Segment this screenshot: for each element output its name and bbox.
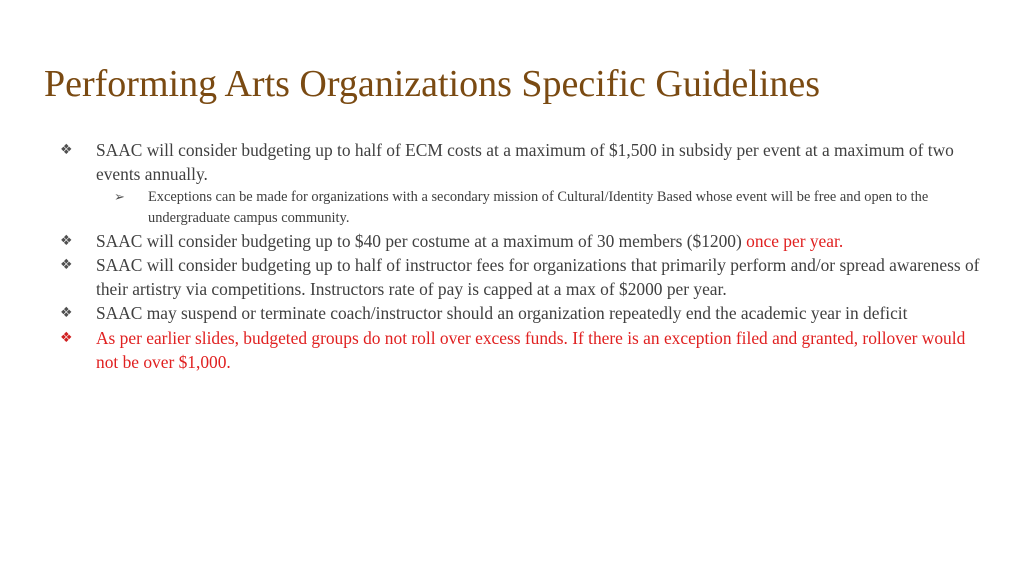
diamond-bullet-icon: ❖ <box>60 305 73 322</box>
bullet-item <box>60 253 990 302</box>
bullet-text: As per earlier slides, budgeted groups do not roll over excess funds. If there is an exception filed and granted, rollover would not be over $1,000. <box>96 327 966 373</box>
bullet-item <box>60 138 990 187</box>
bullet-text: SAAC will consider budgeting up to $40 per costume at a maximum of 30 members ($1200) <box>96 230 742 251</box>
slide-title: Performing Arts Organizations Specific Guidelines <box>44 63 821 105</box>
bullet-item <box>60 229 990 253</box>
bullet-item <box>60 301 990 325</box>
diamond-bullet-icon: ❖ <box>60 329 73 346</box>
bullet-text: SAAC may suspend or terminate coach/instructor should an organization repeatedly end the academic year in deficit <box>96 303 908 324</box>
sub-bullet-item <box>60 187 990 229</box>
bullet-text: SAAC will consider budgeting up to half of instructor fees for organizations that primarily perform and/or spread awareness of their artistry via competitions. Instructors rate of pay is capped at a max of $2000 per year. <box>96 254 980 300</box>
diamond-bullet-icon: ❖ <box>60 232 73 249</box>
diamond-bullet-icon: ❖ <box>60 256 73 273</box>
bullet-emphasis-text: once per year. <box>746 230 844 251</box>
bullet-text: SAAC will consider budgeting up to half of ECM costs at a maximum of $1,500 in subsidy per event at a maximum of two events annually. <box>96 140 954 185</box>
bullet-item-emphasis <box>60 326 990 375</box>
sub-bullet-text: Exceptions can be made for organizations with a secondary mission of Cultural/Identity Based whose event will be free and open to the undergraduate campus community. <box>148 188 929 226</box>
arrow-bullet-icon: ➢ <box>114 189 125 205</box>
diamond-bullet-icon: ❖ <box>60 142 73 158</box>
bullet-list <box>60 138 990 374</box>
